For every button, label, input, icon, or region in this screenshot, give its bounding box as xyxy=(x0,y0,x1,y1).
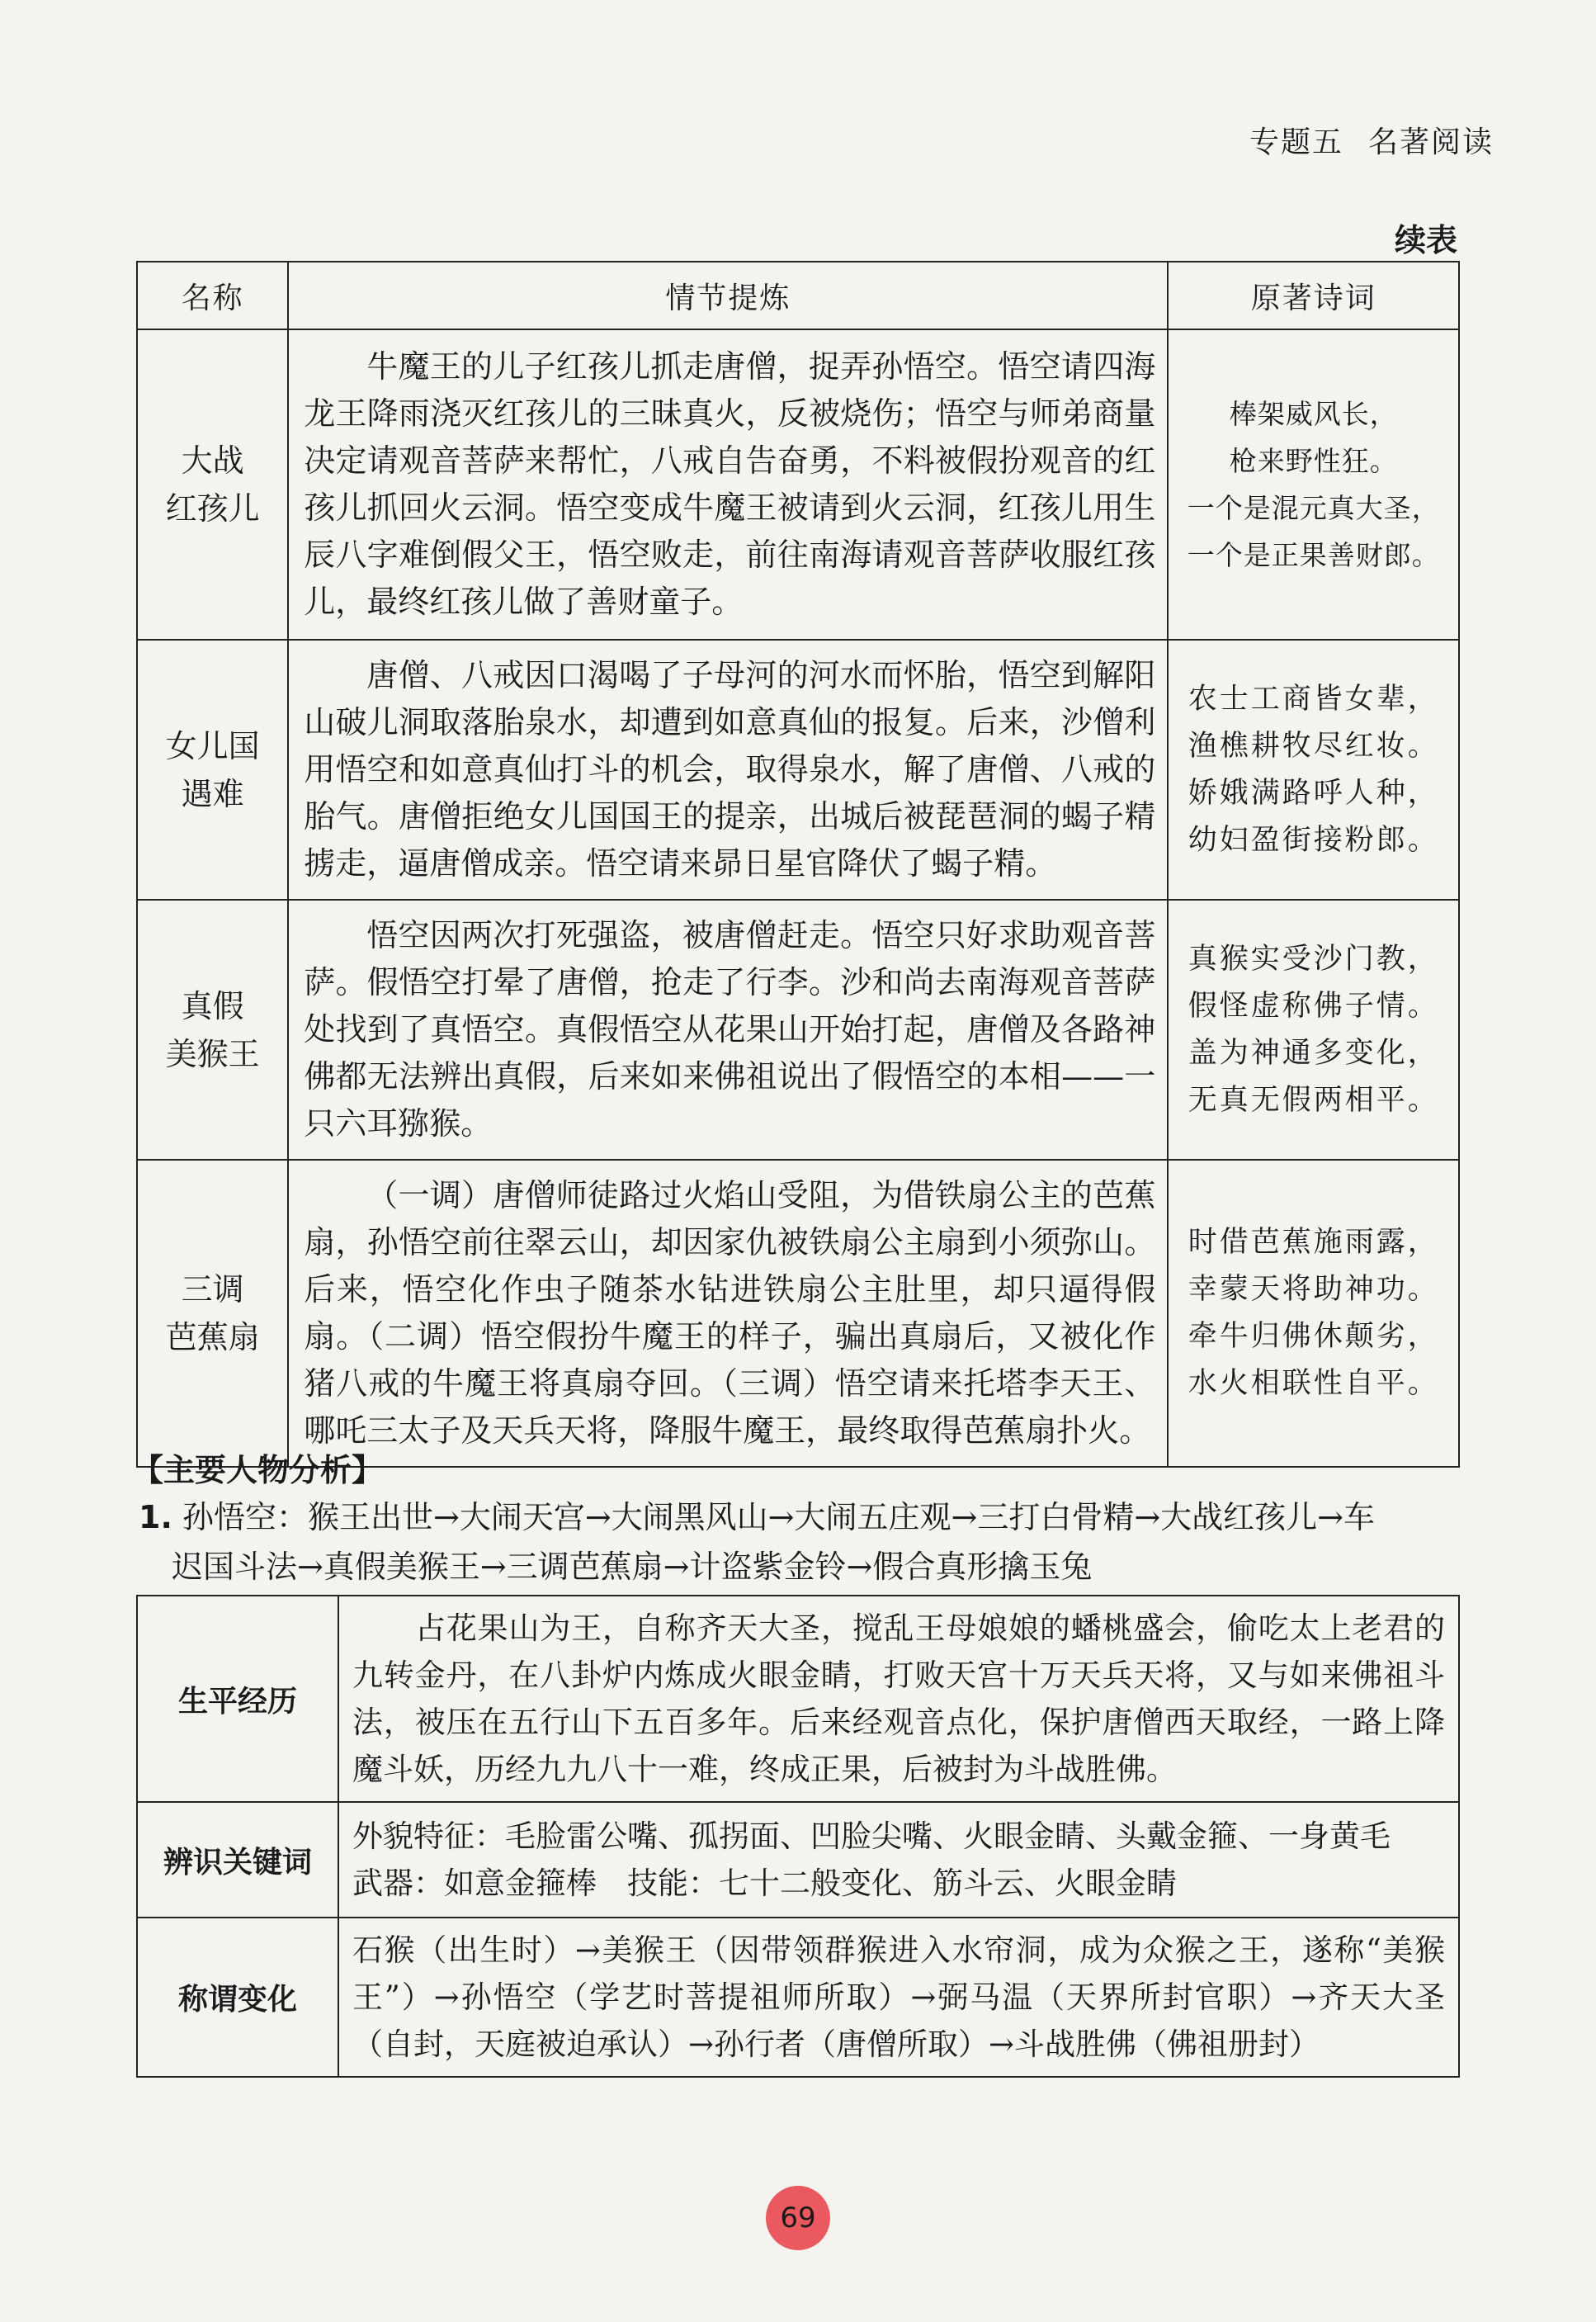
episode-name: 大战 红孩儿 xyxy=(137,329,288,640)
episode-poem: 棒架威风长， 枪来野性狂。 一个是混元真大圣， 一个是正果善财郎。 xyxy=(1168,329,1459,640)
plot-table-header-row xyxy=(137,262,1459,329)
page-header xyxy=(1249,119,1494,161)
episode-plot: 悟空因两次打死强盗，被唐僧赶走。悟空只好求助观音菩萨。假悟空打晕了唐僧，抢走了行李。沙和尚去南海观音菩萨处找到了真悟空。真假悟空从花果山开始打起，唐僧及各路神佛都无法辨出真假，后来如来佛祖说出了假悟空的本相——一只六耳猕猴。 xyxy=(288,900,1168,1160)
header-subtitle: 名著阅读 xyxy=(1367,125,1494,159)
episode-poem: 真猴实受沙门教， 假怪虚称佛子情。 盖为神通多变化， 无真无假两相平。 xyxy=(1168,900,1459,1160)
continued-label: 续表 xyxy=(1394,222,1457,258)
route-line-2: 迟国斗法→真假美猴王→三调芭蕉扇→计盗紫金铃→假合真形擒玉兔 xyxy=(172,1549,1093,1585)
row-label: 称谓变化 xyxy=(137,1918,338,2077)
character-table xyxy=(136,1595,1460,2078)
header-poem: 原著诗词 xyxy=(1168,262,1459,329)
row-label: 生平经历 xyxy=(137,1596,338,1802)
header-plot: 情节提炼 xyxy=(288,262,1168,329)
plot-table xyxy=(136,261,1460,1468)
page-number: 69 xyxy=(766,2186,830,2250)
table-row xyxy=(137,640,1459,900)
appearance-line: 外貌特征：毛脸雷公嘴、孤拐面、凹脸尖嘴、火眼金睛、头戴金箍、一身黄毛 xyxy=(352,1818,1391,1854)
episode-plot: 牛魔王的儿子红孩儿抓走唐僧，捉弄孙悟空。悟空请四海龙王降雨浇灭红孩儿的三昧真火，反被烧伤；悟空与师弟商量决定请观音菩萨来帮忙，八戒自告奋勇，不料被假扮观音的红孩儿抓回火云洞。悟空变成牛魔王被请到火云洞，红孩儿用生辰八字难倒假父王，悟空败走，前往南海请观音菩萨收服红孩儿，最终红孩儿做了善财童子。 xyxy=(288,329,1168,640)
table-row xyxy=(137,1596,1459,1802)
episode-plot: 唐僧、八戒因口渴喝了子母河的河水而怀胎，悟空到解阳山破儿洞取落胎泉水，却遭到如意真仙的报复。后来，沙僧利用悟空和如意真仙打斗的机会，取得泉水，解了唐僧、八戒的胎气。唐僧拒绝女儿国国王的提亲，出城后被琵琶洞的蝎子精掳走，逼唐僧成亲。悟空请来昴日星官降伏了蝎子精。 xyxy=(288,640,1168,900)
episode-plot: （一调）唐僧师徒路过火焰山受阻，为借铁扇公主的芭蕉扇，孙悟空前往翠云山，却因家仇被铁扇公主扇到小须弥山。后来，悟空化作虫子随茶水钻进铁扇公主肚里，却只逼得假扇。（二调）悟空假扮牛魔王的样子，骗出真扇后，又被化作猪八戒的牛魔王将真扇夺回。（三调）悟空请来托塔李天王、哪吒三太子及天兵天将，降服牛魔王，最终取得芭蕉扇扑火。 xyxy=(288,1160,1168,1467)
weapon-skill-line: 武器：如意金箍棒 技能：七十二般变化、筋斗云、火眼金睛 xyxy=(352,1866,1177,1901)
row-label: 辨识关键词 xyxy=(137,1802,338,1918)
header-topic: 专题五 xyxy=(1249,125,1343,159)
row-content xyxy=(338,1802,1459,1918)
character-route xyxy=(139,1492,1459,1591)
table-row xyxy=(137,1802,1459,1918)
header-name: 名称 xyxy=(137,262,288,329)
episode-poem: 农士工商皆女辈， 渔樵耕牧尽红妆。 娇娥满路呼人种， 幼妇盈街接粉郎。 xyxy=(1168,640,1459,900)
route-line-1: 孙悟空：猴王出世→大闹天宫→大闹黑风山→大闹五庄观→三打白骨精→大战红孩儿→车 xyxy=(182,1499,1376,1535)
table-row xyxy=(137,900,1459,1160)
row-content: 石猴（出生时）→美猴王（因带领群猴进入水帘洞，成为众猴之王，遂称“美猴王”）→孙悟空（学艺时菩提祖师所取）→弼马温（天界所封官职）→齐天大圣（自封，天庭被迫承认）→孙行者（唐僧所取）→斗战胜佛（佛祖册封） xyxy=(338,1918,1459,2077)
table-row xyxy=(137,1918,1459,2077)
character-number: 1. xyxy=(139,1499,172,1535)
episode-name: 三调 芭蕉扇 xyxy=(137,1160,288,1467)
table-row xyxy=(137,1160,1459,1467)
section-title: 【主要人物分析】 xyxy=(132,1452,384,1488)
episode-name: 真假 美猴王 xyxy=(137,900,288,1160)
row-content: 占花果山为王，自称齐天大圣，搅乱王母娘娘的蟠桃盛会，偷吃太上老君的九转金丹，在八卦炉内炼成火眼金睛，打败天宫十万天兵天将，又与如来佛祖斗法，被压在五行山下五百多年。后来经观音点化，保护唐僧西天取经，一路上降魔斗妖，历经九九八十一难，终成正果，后被封为斗战胜佛。 xyxy=(338,1596,1459,1802)
episode-name: 女儿国 遇难 xyxy=(137,640,288,900)
episode-poem: 时借芭蕉施雨露， 幸蒙天将助神功。 牵牛归佛休颠劣， 水火相联性自平。 xyxy=(1168,1160,1459,1467)
table-row xyxy=(137,329,1459,640)
